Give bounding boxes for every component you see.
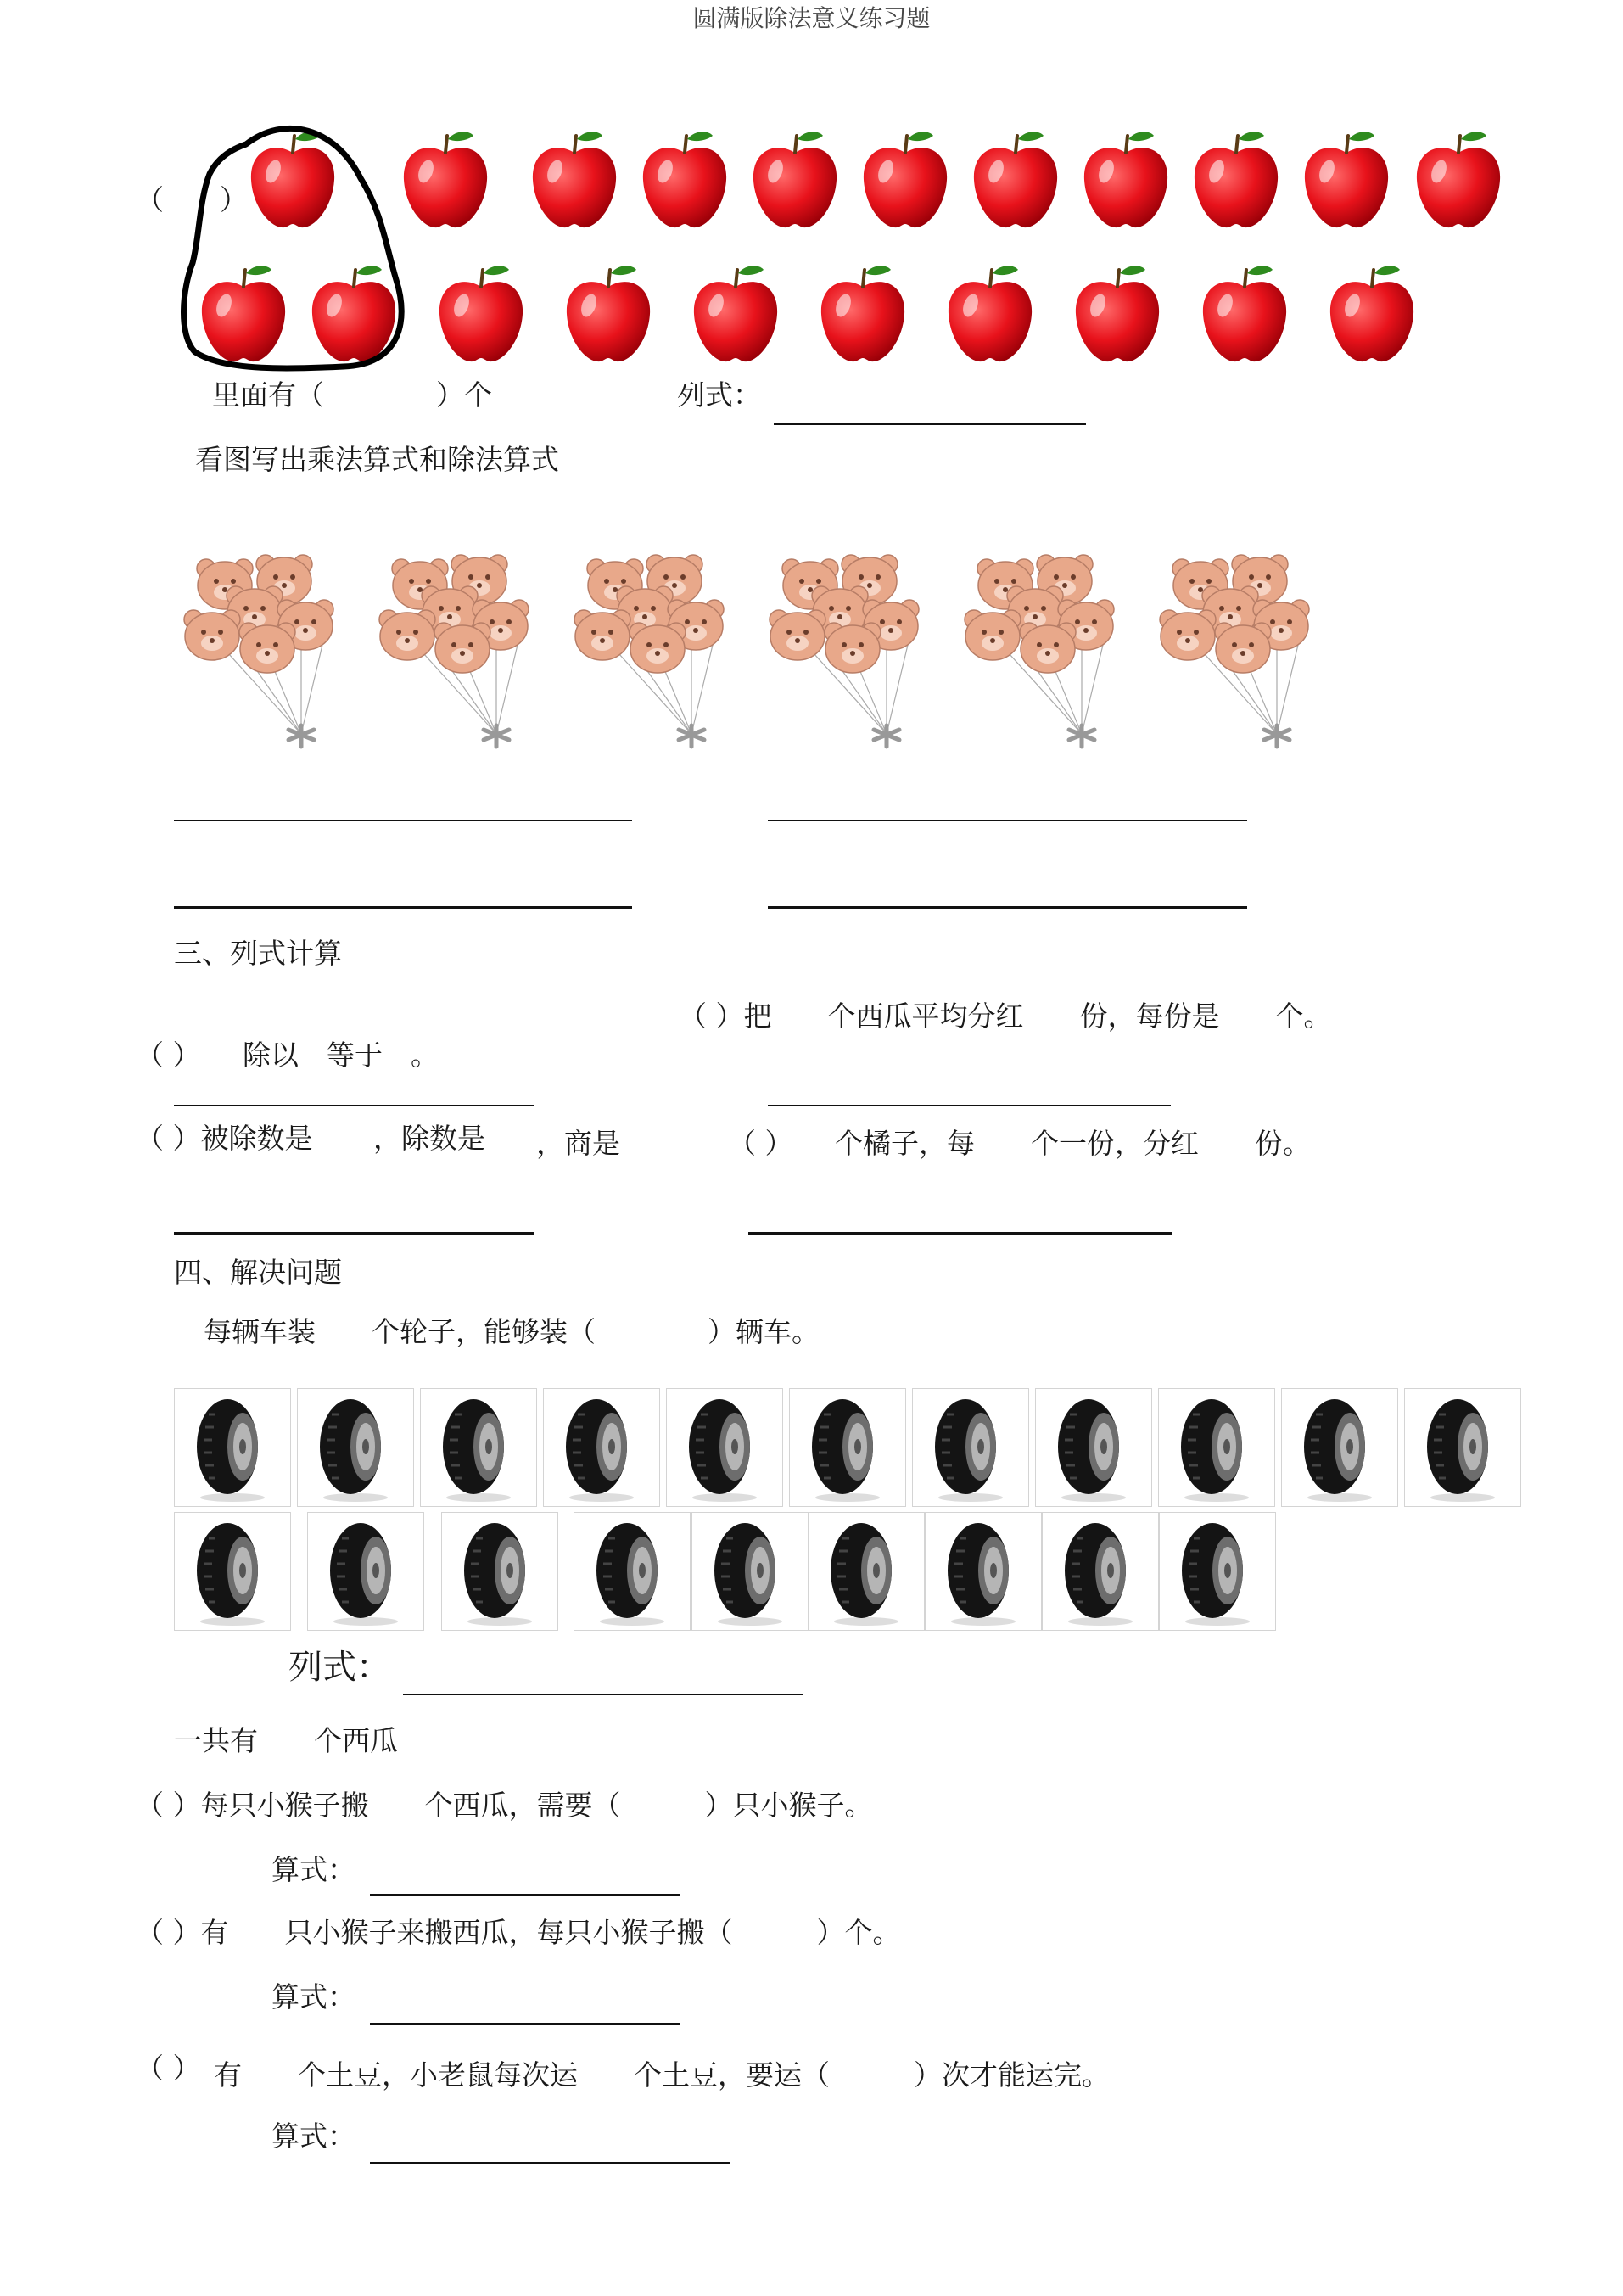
apple-3: [528, 127, 621, 236]
hand-drawn-circle: [174, 119, 416, 373]
calc-label-1: 算式：: [271, 1853, 355, 1886]
monkey-question-1: （ ）每只小猴子搬 个西瓜，需要（ ）只小猴子。: [136, 1789, 873, 1822]
answer-line-mult-2[interactable]: [174, 906, 632, 909]
section3-item2: （ ）把 个西瓜平均分红 份，每份是 个。: [679, 1000, 1332, 1033]
bear-balloon-bunch-2: [369, 543, 539, 759]
tire-11: [1404, 1388, 1521, 1507]
section3-item3-c: ，商是: [536, 1127, 620, 1160]
monkey-question-2: （ ）有 只小猴子来搬西瓜，每只小猴子搬（ ）个。: [136, 1916, 901, 1949]
tire-18: [925, 1512, 1042, 1631]
q2-instruction: 看图写出乘法算式和除法算式: [195, 443, 559, 476]
tire-2: [297, 1388, 414, 1507]
tire-10: [1281, 1388, 1398, 1507]
car-formula-label: 列式：: [288, 1648, 390, 1687]
watermelon-total: 一共有 个西瓜: [174, 1724, 398, 1757]
calc-line-3[interactable]: [370, 2162, 730, 2164]
bear-balloon-bunch-4: [759, 543, 929, 759]
apple-11: [1412, 127, 1505, 236]
calc-line-1[interactable]: [370, 1894, 680, 1896]
q1-inside-label: 里面有（ ）个: [212, 378, 492, 412]
answer-line-item1[interactable]: [174, 1105, 534, 1106]
section3-item3-a: （ ）被除数是: [136, 1122, 313, 1155]
section4-title: 四、解决问题: [174, 1256, 342, 1289]
apple-7: [969, 127, 1062, 236]
tire-17: [808, 1512, 925, 1631]
page-title: 圆满版除法意义练习题: [692, 4, 931, 32]
tire-15: [574, 1512, 691, 1631]
tire-19: [1042, 1512, 1159, 1631]
answer-line-div-1[interactable]: [768, 820, 1247, 821]
tire-9: [1158, 1388, 1275, 1507]
apple-5: [748, 127, 842, 236]
car-formula-line[interactable]: [403, 1694, 803, 1695]
calc-label-3: 算式：: [271, 2120, 355, 2153]
potato-paren: （ ）: [136, 2052, 201, 2085]
apple-6: [859, 127, 952, 236]
answer-line-item3[interactable]: [174, 1232, 534, 1235]
apple-18: [943, 261, 1037, 370]
answer-line-item2[interactable]: [768, 1105, 1171, 1106]
apple-16: [689, 261, 782, 370]
tire-3: [420, 1388, 537, 1507]
section3-item1: （ ） 除以 等于 。: [136, 1039, 439, 1072]
q1-answer-line[interactable]: [774, 423, 1086, 425]
apple-10: [1300, 127, 1393, 236]
apple-4: [638, 127, 731, 236]
car-question: 每辆车装 个轮子，能够装（ ）辆车。: [204, 1315, 820, 1348]
q1-paren: （ ）: [136, 183, 248, 216]
section3-title: 三、列式计算: [174, 937, 342, 970]
tire-8: [1035, 1388, 1152, 1507]
bear-balloon-bunch-6: [1150, 543, 1319, 759]
apple-17: [816, 261, 909, 370]
calc-line-2[interactable]: [370, 2023, 680, 2025]
apple-19: [1071, 261, 1164, 370]
tire-6: [789, 1388, 906, 1507]
apple-14: [434, 261, 528, 370]
tire-7: [912, 1388, 1029, 1507]
apple-20: [1198, 261, 1291, 370]
apple-8: [1079, 127, 1172, 236]
tire-14: [441, 1512, 558, 1631]
tire-1: [174, 1388, 291, 1507]
q1-formula-label: 列式：: [677, 378, 761, 412]
bear-balloon-bunch-3: [564, 543, 734, 759]
apple-9: [1189, 127, 1283, 236]
section3-item4: （ ） 个橘子，每 个一份，分红 份。: [728, 1127, 1311, 1160]
tire-16: [691, 1512, 809, 1631]
bear-balloon-bunch-5: [954, 543, 1124, 759]
bear-balloon-bunch-1: [174, 543, 344, 759]
answer-line-item4[interactable]: [748, 1232, 1172, 1235]
answer-line-mult-1[interactable]: [174, 820, 632, 821]
tire-4: [543, 1388, 660, 1507]
answer-line-div-2[interactable]: [768, 906, 1247, 909]
tire-20: [1159, 1512, 1276, 1631]
calc-label-2: 算式：: [271, 1980, 355, 2013]
section3-item3-b: ，除数是: [373, 1122, 485, 1155]
apple-21: [1325, 261, 1419, 370]
tire-13: [307, 1512, 424, 1631]
tire-5: [666, 1388, 783, 1507]
tire-12: [174, 1512, 291, 1631]
apple-15: [562, 261, 655, 370]
potato-question: 有 个土豆，小老鼠每次运 个土豆，要运（ ）次才能运完。: [214, 2058, 1110, 2092]
